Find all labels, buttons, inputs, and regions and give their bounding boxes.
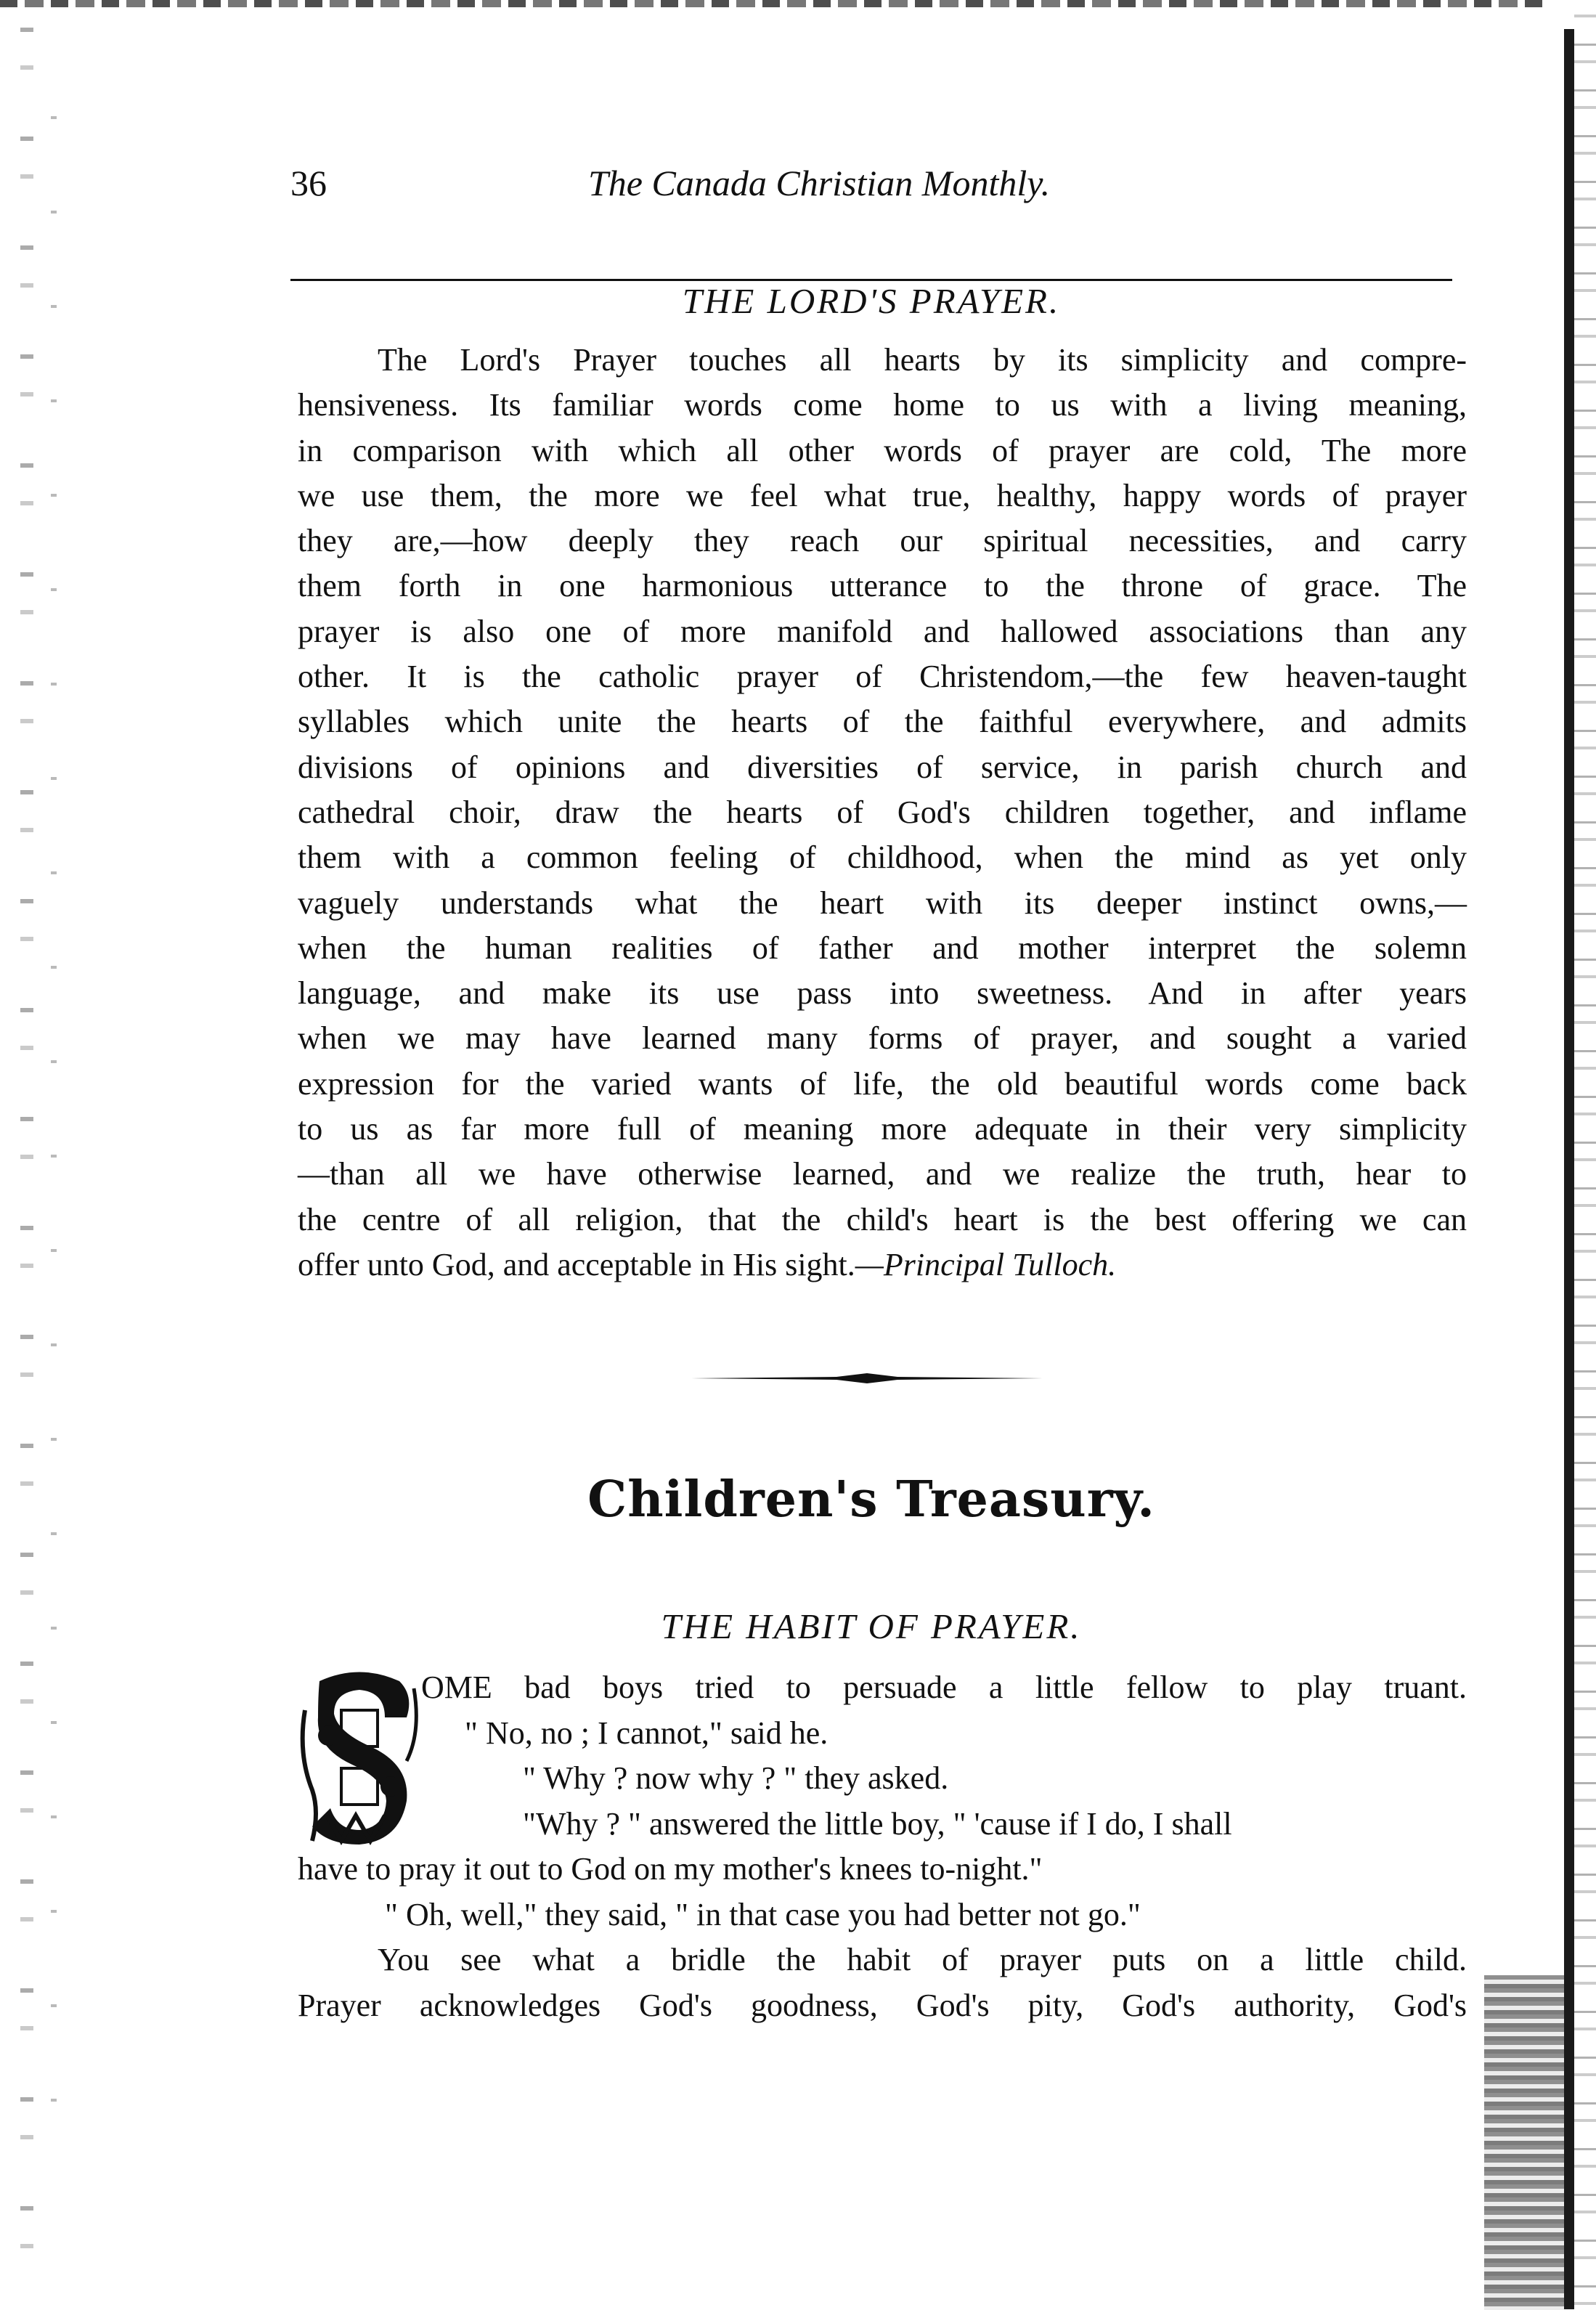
text-line: to us as far more full of meaning more adequate in their very simplicity xyxy=(298,1111,1467,1147)
text-line: OME bad boys tried to persuade a little fellow to play truant. xyxy=(421,1670,1467,1705)
text-line: cathedral choir, draw the hearts of God's children together, and inflame xyxy=(298,794,1467,830)
text-line: have to pray it out to God on my mother's knees to-night." xyxy=(298,1851,1043,1887)
text-line: divisions of opinions and diversities of service, in parish church and xyxy=(298,749,1467,785)
text-line: prayer is also one of more manifold and hallowed associations than any xyxy=(298,613,1467,649)
text-line: the centre of all religion, that the child's heart is the best offering we can xyxy=(298,1201,1467,1237)
text-line: in comparison with which all other words of prayer are cold, The more xyxy=(298,432,1467,468)
text-line: when we may have learned many forms of prayer, and sought a varied xyxy=(298,1020,1467,1057)
text-line: " Why ? now why ? " they asked. xyxy=(523,1760,949,1796)
text-line: them forth in one harmonious utterance to the throne of grace. The xyxy=(298,568,1467,604)
text-line: we use them, the more we feel what true, healthy, happy words of prayer xyxy=(298,477,1467,513)
page-header xyxy=(290,161,1452,219)
story-body xyxy=(298,1665,1467,2028)
scan-right-edge-texture xyxy=(1574,0,1596,2310)
section-heading: Children's Treasury. xyxy=(587,1471,1155,1529)
text-line: You see what a bridle the habit of prayer puts on a little child. xyxy=(378,1942,1467,1977)
article-body xyxy=(298,338,1467,1288)
text-line: language, and make its use pass into sweetness. And in after years xyxy=(298,975,1467,1012)
text-line: syllables which unite the hearts of the faithful everywhere, and admits xyxy=(298,704,1467,740)
text-line: hensiveness. Its familiar words come home to us with a living meaning, xyxy=(298,387,1467,423)
scan-left-edge xyxy=(20,0,33,2310)
text-line: when the human realities of father and mother interpret the solemn xyxy=(298,930,1467,966)
ornamental-divider xyxy=(691,1370,1043,1386)
text-line: them with a common feeling of childhood, when the mind as yet only xyxy=(298,839,1467,876)
text-line-last xyxy=(298,1243,1467,1288)
scan-right-edge-shadow xyxy=(1484,1975,1564,2310)
text-line: —than all we have otherwise learned, and we realize the truth, hear to xyxy=(298,1156,1467,1192)
text-line: The Lord's Prayer touches all hearts by its simplicity and compre- xyxy=(378,342,1467,378)
story-title: THE HABIT OF PRAYER. xyxy=(661,1606,1082,1646)
page-number: 36 xyxy=(290,163,327,203)
text-line: " No, no ; I cannot," said he. xyxy=(465,1715,828,1751)
text-line: vaguely understands what the heart with its deeper instinct owns,— xyxy=(298,884,1467,921)
scan-right-edge xyxy=(1564,29,1574,2309)
attribution: —Principal Tulloch. xyxy=(855,1246,1117,1282)
text-line: expression for the varied wants of life, the old beautiful words come back xyxy=(298,1065,1467,1102)
scan-left-edge-marks xyxy=(51,73,57,2179)
text-line: "Why ? " answered the little boy, " 'cause if I do, I shall xyxy=(523,1805,1232,1842)
text-line: other. It is the catholic prayer of Christendom,—the few heaven-taught xyxy=(298,659,1467,695)
text-line: they are,—how deeply they reach our spiritual necessities, and carry xyxy=(298,523,1467,559)
text-line: " Oh, well," they said, " in that case you had better not go." xyxy=(385,1896,1141,1932)
scan-top-edge xyxy=(0,0,1547,7)
running-title: The Canada Christian Monthly. xyxy=(588,163,1051,203)
text-line: Prayer acknowledges God's goodness, God's pity, God's authority, God's xyxy=(298,1987,1467,2023)
closing-text: offer unto God, and acceptable in His sight. xyxy=(298,1246,855,1282)
article-title: THE LORD'S PRAYER. xyxy=(682,281,1061,321)
